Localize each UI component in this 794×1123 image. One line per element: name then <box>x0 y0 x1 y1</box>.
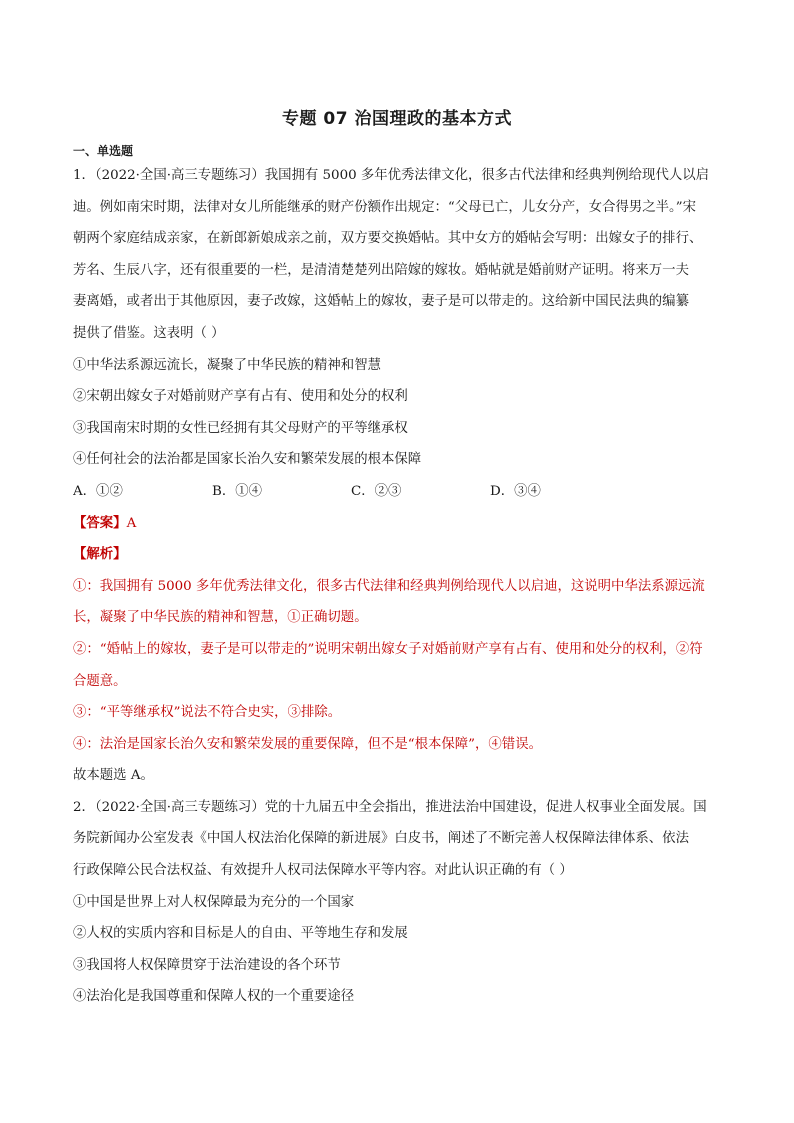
q2-stem-line: 2．（2022·全国·高三专题练习）党的十九届五中全会指出，推进法治中国建设，促进人权事业全面发展。国 <box>73 799 707 815</box>
q1-option-b: B．①④ <box>212 483 263 499</box>
q2-statement-4: ④法治化是我国尊重和保障人权的一个重要途径 <box>73 989 355 1005</box>
answer-value: A <box>126 515 137 531</box>
q1-analysis-line: 合题意。 <box>73 673 127 689</box>
q1-stem-line: 妻离婚，或者出于其他原因，妻子改嫁，这婚帖上的嫁妆，妻子是可以带走的。这给新中国民法典的编纂 <box>73 294 689 310</box>
q1-analysis-heading <box>73 539 725 571</box>
q1-stem-line: 提供了借鉴。这表明（ ） <box>73 325 225 341</box>
section-heading: 一、单选题 <box>73 144 134 158</box>
q1-statement-3: ③我国南宋时期的女性已经拥有其父母财产的平等继承权 <box>73 420 408 436</box>
question-2 <box>73 792 725 1013</box>
q1-analysis-line: ①：我国拥有 5000 多年优秀法律文化，很多古代法律和经典判例给现代人以启迪，这说明中华法系源远流 <box>73 578 705 594</box>
q2-stem-line: 行政保障公民合法权益、有效提升人权司法保障水平等内容。对此认识正确的有（ ） <box>73 863 573 879</box>
question-1 <box>73 160 725 792</box>
q1-statement-2: ②宋朝出嫁女子对婚前财产享有占有、使用和处分的权利 <box>73 389 408 405</box>
q2-stem-line: 务院新闻办公室发表《中国人权法治化保障的新进展》白皮书，阐述了不断完善人权保障法律体系、依法 <box>73 831 689 847</box>
q1-analysis-line: 长，凝聚了中华民族的精神和智慧，①正确切题。 <box>73 610 368 626</box>
q1-stem-line: 1．（2022·全国·高三专题练习）我国拥有 5000 多年优秀法律文化，很多古代法律和经典判例给现代人以启 <box>73 168 710 183</box>
q1-analysis-line: ③：“平等继承权”说法不符合史实，③排除。 <box>73 705 342 721</box>
q2-statement-1: ①中国是世界上对人权保障最为充分的一个国家 <box>73 894 355 910</box>
page-title: 专题 07 治国理政的基本方式 <box>282 109 512 129</box>
analysis-label: 【解析】 <box>73 547 127 563</box>
questions-content <box>73 160 725 1013</box>
q1-analysis-line: ④：法治是国家长治久安和繁荣发展的重要保障，但不是“根本保障”，④错误。 <box>73 736 542 752</box>
q1-option-d: D．③④ <box>490 483 541 499</box>
q1-stem-line: 朝两个家庭结成亲家，在新郎新娘成亲之前，双方要交换婚帖。其中女方的婚帖会写明：出嫁女子的排行、 <box>73 231 703 247</box>
q1-option-a: A．①② <box>73 483 123 499</box>
q1-statement-4: ④任何社会的法治都是国家长治久安和繁荣发展的根本保障 <box>73 452 422 468</box>
q1-analysis-line: ②：“婚帖上的嫁妆，妻子是可以带走的”说明宋朝出嫁女子对婚前财产享有占有、使用和处分的权利，②符 <box>73 641 703 657</box>
q1-conclusion: 故本题选 A。 <box>73 768 154 784</box>
q1-statement-1: ①中华法系源远流长，凝聚了中华民族的精神和智慧 <box>73 357 381 373</box>
q2-statement-3: ③我国将人权保障贯穿于法治建设的各个环节 <box>73 957 341 973</box>
q1-options <box>73 476 725 508</box>
q1-answer <box>73 508 725 540</box>
q1-stem-line: 芳名、生辰八字，还有很重要的一栏，是清清楚楚列出陪嫁的嫁妆。婚帖就是婚前财产证明。将来万一夫 <box>73 262 689 278</box>
q1-stem-line: 迪。例如南宋时期，法律对女儿所能继承的财产份额作出规定：“父母已亡，儿女分产，女合得男之半。”宋 <box>73 199 696 215</box>
answer-label: 【答案】 <box>73 515 127 531</box>
q1-option-c: C．②③ <box>351 483 402 499</box>
q2-statement-2: ②人权的实质内容和目标是人的自由、平等地生存和发展 <box>73 926 408 942</box>
